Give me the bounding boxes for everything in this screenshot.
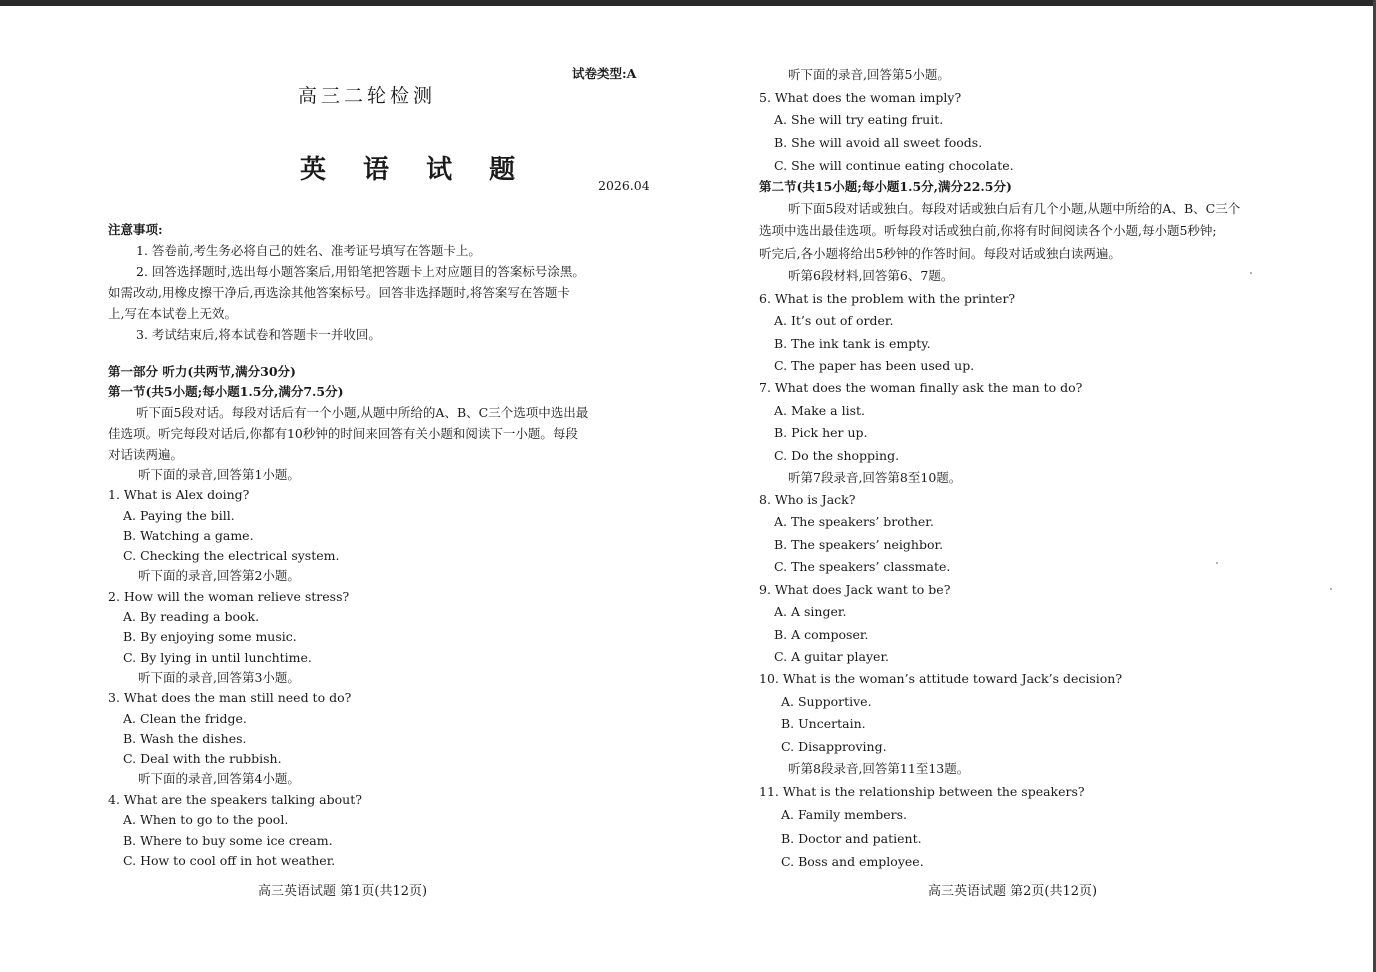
option-a: A. A singer. bbox=[774, 604, 847, 619]
listening-cue: 听下面的录音,回答第3小题。 bbox=[138, 670, 300, 685]
option-a: A. The speakers’ brother. bbox=[774, 514, 934, 529]
listening-cue: 听下面的录音,回答第5小题。 bbox=[788, 67, 950, 82]
listening-cue: 听下面的录音,回答第2小题。 bbox=[138, 568, 300, 583]
section1-instruction: 听下面5段对话。每段对话后有一个小题,从题中所给的A、B、C三个选项中选出最 bbox=[136, 405, 589, 420]
section1-instruction: 对话读两遍。 bbox=[108, 447, 184, 462]
option-c: C. She will continue eating chocolate. bbox=[774, 158, 1014, 173]
option-c: C. Do the shopping. bbox=[774, 448, 900, 463]
scan-speck bbox=[1250, 272, 1252, 274]
section1-heading: 第一节(共5小题;每小题1.5分,满分7.5分) bbox=[108, 384, 344, 399]
option-a: A. By reading a book. bbox=[123, 609, 260, 624]
listening-cue: 听下面的录音,回答第1小题。 bbox=[138, 467, 300, 482]
scan-speck bbox=[1216, 562, 1218, 564]
option-c: C. Boss and employee. bbox=[781, 854, 924, 869]
note-line: 2. 回答选择题时,选出每小题答案后,用铅笔把答题卡上对应题目的答案标号涂黑。 bbox=[136, 264, 585, 279]
option-a: A. Clean the fridge. bbox=[123, 711, 247, 726]
option-b: B. She will avoid all sweet foods. bbox=[774, 135, 983, 150]
page-footer: 高三英语试题 第2页(共12页) bbox=[928, 884, 1098, 899]
option-b: B. Watching a game. bbox=[123, 528, 254, 543]
note-line: 如需改动,用橡皮擦干净后,再选涂其他答案标号。回答非选择题时,将答案写在答题卡 bbox=[108, 285, 570, 300]
section2-instruction: 选项中选出最佳选项。听每段对话或独白前,你将有时间阅读各个小题,每小题5秒钟; bbox=[759, 223, 1217, 238]
question-stem: 5. What does the woman imply? bbox=[759, 90, 962, 105]
section1-instruction: 佳选项。听完每段对话后,你都有10秒钟的时间来回答有关小题和阅读下一小题。每段 bbox=[108, 426, 578, 441]
question-stem: 3. What does the man still need to do? bbox=[108, 690, 352, 705]
option-a: A. She will try eating fruit. bbox=[774, 112, 944, 127]
option-a: A. Family members. bbox=[781, 807, 908, 822]
section2-heading: 第二节(共15小题;每小题1.5分,满分22.5分) bbox=[759, 179, 1012, 194]
notes-heading: 注意事项: bbox=[108, 222, 163, 237]
exam-name: 高三二轮检测 bbox=[298, 85, 437, 107]
question-stem: 4. What are the speakers talking about? bbox=[108, 792, 362, 807]
option-a: A. Paying the bill. bbox=[123, 508, 235, 523]
option-a: A. It’s out of order. bbox=[774, 313, 894, 328]
part1-heading: 第一部分 听力(共两节,满分30分) bbox=[108, 364, 296, 379]
listening-cue: 听第6段材料,回答第6、7题。 bbox=[788, 268, 954, 283]
option-c: C. How to cool off in hot weather. bbox=[123, 853, 336, 868]
option-c: C. The paper has been used up. bbox=[774, 358, 975, 373]
option-b: B. The speakers’ neighbor. bbox=[774, 537, 944, 552]
question-stem: 8. Who is Jack? bbox=[759, 492, 856, 507]
option-c: C. Disapproving. bbox=[781, 739, 887, 754]
question-stem: 9. What does Jack want to be? bbox=[759, 582, 951, 597]
subject-title: 英 语 试 题 bbox=[300, 155, 530, 185]
option-a: A. When to go to the pool. bbox=[123, 812, 289, 827]
question-stem: 11. What is the relationship between the speakers? bbox=[759, 784, 1085, 799]
note-line: 上,写在本试卷上无效。 bbox=[108, 306, 237, 321]
option-c: C. A guitar player. bbox=[774, 649, 890, 664]
page-footer: 高三英语试题 第1页(共12页) bbox=[258, 884, 428, 899]
scan-speck bbox=[1330, 588, 1332, 590]
option-b: B. A composer. bbox=[774, 627, 869, 642]
option-b: B. Doctor and patient. bbox=[781, 831, 922, 846]
listening-cue: 听第8段录音,回答第11至13题。 bbox=[788, 761, 970, 776]
note-line: 3. 考试结束后,将本试卷和答题卡一并收回。 bbox=[136, 327, 381, 342]
option-c: C. Deal with the rubbish. bbox=[123, 751, 282, 766]
option-b: B. Pick her up. bbox=[774, 425, 868, 440]
option-a: A. Make a list. bbox=[774, 403, 866, 418]
section2-instruction: 听下面5段对话或独白。每段对话或独白后有几个小题,从题中所给的A、B、C三个 bbox=[788, 201, 1241, 216]
option-b: B. The ink tank is empty. bbox=[774, 336, 931, 351]
paper-type-label: 试卷类型:A bbox=[572, 66, 637, 81]
question-stem: 2. How will the woman relieve stress? bbox=[108, 589, 350, 604]
option-c: C. Checking the electrical system. bbox=[123, 548, 340, 563]
listening-cue: 听第7段录音,回答第8至10题。 bbox=[788, 470, 962, 485]
option-b: B. Where to buy some ice cream. bbox=[123, 833, 333, 848]
question-stem: 6. What is the problem with the printer? bbox=[759, 291, 1016, 306]
scan-edge-top bbox=[0, 0, 1376, 6]
exam-date: 2026.04 bbox=[598, 178, 650, 193]
option-b: B. By enjoying some music. bbox=[123, 629, 297, 644]
section2-instruction: 听完后,各小题将给出5秒钟的作答时间。每段对话或独白读两遍。 bbox=[759, 246, 1121, 261]
question-stem: 7. What does the woman finally ask the man to do? bbox=[759, 380, 1083, 395]
option-c: C. By lying in until lunchtime. bbox=[123, 650, 312, 665]
question-stem: 10. What is the woman’s attitude toward Jack’s decision? bbox=[759, 671, 1123, 686]
option-a: A. Supportive. bbox=[781, 694, 872, 709]
option-b: B. Uncertain. bbox=[781, 716, 866, 731]
question-stem: 1. What is Alex doing? bbox=[108, 487, 250, 502]
option-c: C. The speakers’ classmate. bbox=[774, 559, 951, 574]
listening-cue: 听下面的录音,回答第4小题。 bbox=[138, 771, 300, 786]
note-line: 1. 答卷前,考生务必将自己的姓名、准考证号填写在答题卡上。 bbox=[136, 243, 481, 258]
option-b: B. Wash the dishes. bbox=[123, 731, 247, 746]
